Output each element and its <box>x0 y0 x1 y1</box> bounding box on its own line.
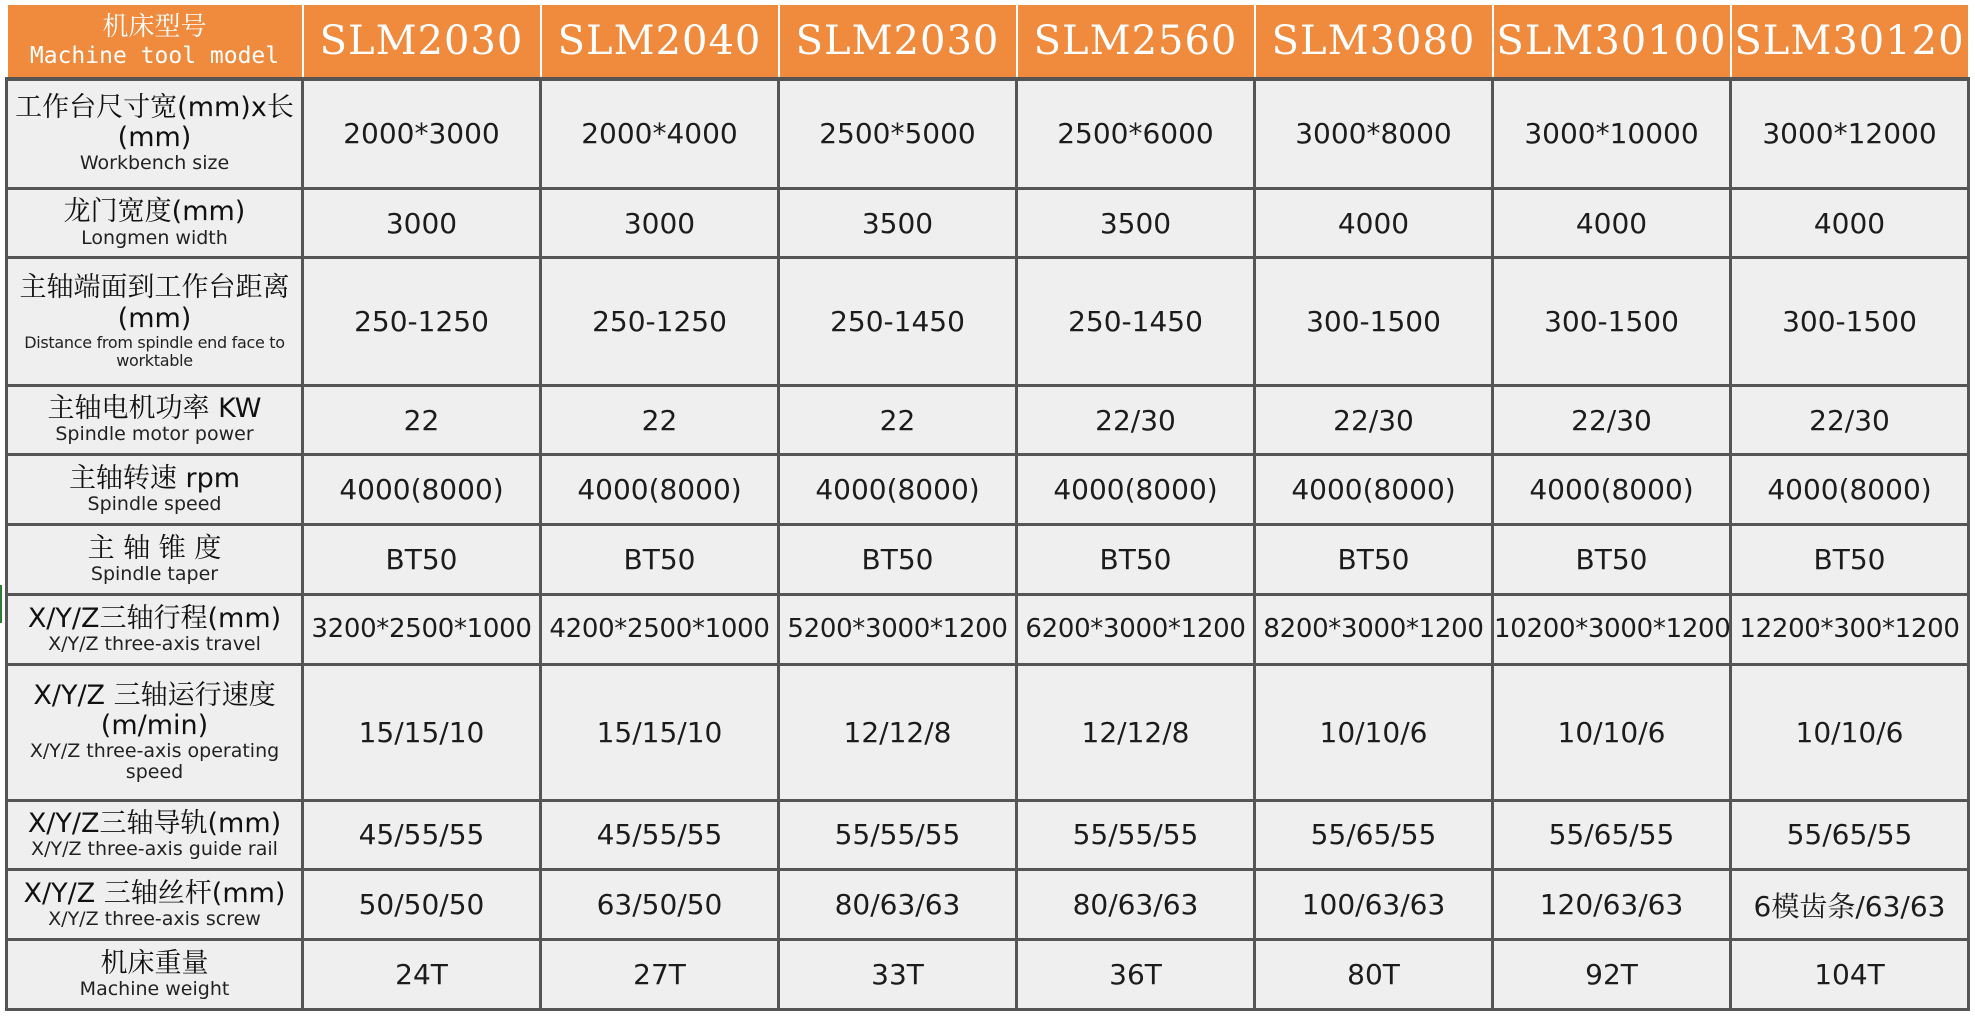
table-cell: 3000*12000 <box>1731 79 1969 188</box>
row-label <box>7 455 303 525</box>
model-header: SLM2030 <box>779 4 1017 79</box>
model-header-label <box>7 4 303 79</box>
table-cell: 2000*4000 <box>541 79 779 188</box>
left-edge-marker <box>0 585 2 623</box>
row-label-en: Machine weight <box>79 978 230 1001</box>
table-cell: 250-1450 <box>1017 258 1255 385</box>
machine-spec-table <box>5 3 1970 1011</box>
table-cell: 15/15/10 <box>541 664 779 800</box>
row-label <box>7 79 303 188</box>
table-cell: 55/65/55 <box>1493 800 1731 870</box>
table-cell: 6模齿条/63/63 <box>1731 870 1969 940</box>
row-label-cn: X/Y/Z三轴导轨(mm) <box>27 808 282 840</box>
spec-sheet <box>5 3 1970 1011</box>
table-cell: 63/50/50 <box>541 870 779 940</box>
table-row <box>7 525 1969 595</box>
table-cell: 300-1500 <box>1493 258 1731 385</box>
table-cell: 8200*3000*1200 <box>1255 595 1493 665</box>
table-cell: 104T <box>1731 940 1969 1010</box>
header-row <box>7 4 1969 79</box>
table-cell: 3000 <box>541 188 779 258</box>
table-cell: 3200*2500*1000 <box>303 595 541 665</box>
table-cell: 3000*10000 <box>1493 79 1731 188</box>
table-row <box>7 870 1969 940</box>
table-cell: BT50 <box>1017 525 1255 595</box>
row-label-cn: X/Y/Z三轴行程(mm) <box>27 602 282 634</box>
table-cell: 3000*8000 <box>1255 79 1493 188</box>
table-cell: 15/15/10 <box>303 664 541 800</box>
table-cell: 4000 <box>1493 188 1731 258</box>
model-header: SLM30100 <box>1493 4 1731 79</box>
table-cell: 80T <box>1255 940 1493 1010</box>
table-cell: 10/10/6 <box>1493 664 1731 800</box>
table-cell: 300-1500 <box>1255 258 1493 385</box>
table-cell: 22/30 <box>1493 385 1731 455</box>
table-row <box>7 258 1969 385</box>
table-row <box>7 79 1969 188</box>
table-row <box>7 800 1969 870</box>
row-label <box>7 525 303 595</box>
table-cell: 250-1250 <box>303 258 541 385</box>
table-cell: 22 <box>779 385 1017 455</box>
table-cell: 22 <box>303 385 541 455</box>
table-cell: 22/30 <box>1255 385 1493 455</box>
table-cell: 22/30 <box>1017 385 1255 455</box>
table-row <box>7 385 1969 455</box>
table-cell: 10/10/6 <box>1255 664 1493 800</box>
row-label-en: X/Y/Z three-axis screw <box>48 908 261 931</box>
table-cell: 3000 <box>303 188 541 258</box>
table-cell: 12/12/8 <box>1017 664 1255 800</box>
row-label-cn: 主 轴 锥 度 <box>87 532 222 564</box>
table-cell: 22/30 <box>1731 385 1969 455</box>
row-label-cn: 主轴端面到工作台距离(mm) <box>19 272 290 334</box>
table-cell: 55/55/55 <box>1017 800 1255 870</box>
row-label-en: Distance from spindle end face to worktable <box>24 332 285 370</box>
table-cell: 10/10/6 <box>1731 664 1969 800</box>
table-cell: 4000(8000) <box>1731 455 1969 525</box>
table-cell: 4000 <box>1731 188 1969 258</box>
table-cell: 80/63/63 <box>1017 870 1255 940</box>
table-row <box>7 188 1969 258</box>
model-header: SLM2040 <box>541 4 779 79</box>
table-row <box>7 595 1969 665</box>
model-header: SLM30120 <box>1731 4 1969 79</box>
row-label <box>7 258 303 385</box>
table-cell: 55/55/55 <box>779 800 1017 870</box>
row-label <box>7 188 303 258</box>
table-cell: 250-1250 <box>541 258 779 385</box>
table-cell: 5200*3000*1200 <box>779 595 1017 665</box>
table-cell: 4000(8000) <box>1017 455 1255 525</box>
row-label <box>7 595 303 665</box>
model-header-en: Machine tool model <box>29 42 280 69</box>
table-cell: 10200*3000*1200 <box>1493 595 1731 665</box>
row-label-en: Spindle motor power <box>55 423 254 446</box>
table-cell: 22 <box>541 385 779 455</box>
row-label-cn: 主轴电机功率 KW <box>47 393 262 425</box>
row-label-en: X/Y/Z three-axis operating speed <box>29 740 280 784</box>
table-cell: 300-1500 <box>1731 258 1969 385</box>
table-row <box>7 940 1969 1010</box>
row-label-en: X/Y/Z three-axis guide rail <box>31 838 278 861</box>
table-cell: 2000*3000 <box>303 79 541 188</box>
table-cell: 250-1450 <box>779 258 1017 385</box>
table-cell: BT50 <box>1493 525 1731 595</box>
model-header: SLM3080 <box>1255 4 1493 79</box>
row-label <box>7 800 303 870</box>
table-row <box>7 455 1969 525</box>
table-cell: BT50 <box>779 525 1017 595</box>
model-header: SLM2560 <box>1017 4 1255 79</box>
table-cell: 55/65/55 <box>1255 800 1493 870</box>
table-cell: 50/50/50 <box>303 870 541 940</box>
row-label-cn: X/Y/Z 三轴运行速度(m/min) <box>33 679 276 741</box>
table-cell: 92T <box>1493 940 1731 1010</box>
row-label-cn: X/Y/Z 三轴丝杆(mm) <box>23 877 286 909</box>
row-label-en: X/Y/Z three-axis travel <box>48 632 261 655</box>
table-cell: 100/63/63 <box>1255 870 1493 940</box>
row-label-cn: 主轴转速 rpm <box>68 463 241 495</box>
table-cell: 3500 <box>1017 188 1255 258</box>
table-cell: BT50 <box>303 525 541 595</box>
table-cell: 55/65/55 <box>1731 800 1969 870</box>
table-cell: 45/55/55 <box>541 800 779 870</box>
table-cell: 27T <box>541 940 779 1010</box>
row-label-en: Workbench size <box>79 152 230 175</box>
row-label-cn: 工作台尺寸宽(mm)x长(mm) <box>15 91 294 154</box>
table-cell: 4000(8000) <box>779 455 1017 525</box>
table-cell: 2500*5000 <box>779 79 1017 188</box>
table-cell: 4000(8000) <box>303 455 541 525</box>
table-cell: 3500 <box>779 188 1017 258</box>
table-cell: 45/55/55 <box>303 800 541 870</box>
row-label-en: Spindle speed <box>87 493 222 516</box>
row-label <box>7 870 303 940</box>
table-cell: 6200*3000*1200 <box>1017 595 1255 665</box>
table-cell: BT50 <box>1255 525 1493 595</box>
row-label-en: Spindle taper <box>90 563 219 586</box>
row-label <box>7 664 303 800</box>
table-cell: 36T <box>1017 940 1255 1010</box>
table-cell: 120/63/63 <box>1493 870 1731 940</box>
table-row <box>7 664 1969 800</box>
table-cell: 4000(8000) <box>541 455 779 525</box>
table-cell: 80/63/63 <box>779 870 1017 940</box>
table-cell: 2500*6000 <box>1017 79 1255 188</box>
table-cell: BT50 <box>541 525 779 595</box>
table-cell: 4000(8000) <box>1255 455 1493 525</box>
row-label <box>7 940 303 1010</box>
table-cell: 4000 <box>1255 188 1493 258</box>
model-header: SLM2030 <box>303 4 541 79</box>
table-cell: 24T <box>303 940 541 1010</box>
model-header-cn: 机床型号 <box>102 11 207 42</box>
row-label-cn: 机床重量 <box>100 947 209 979</box>
table-cell: 33T <box>779 940 1017 1010</box>
table-cell: 4200*2500*1000 <box>541 595 779 665</box>
row-label-en: Longmen width <box>81 226 228 249</box>
table-cell: 12/12/8 <box>779 664 1017 800</box>
table-cell: BT50 <box>1731 525 1969 595</box>
table-cell: 12200*300*1200 <box>1731 595 1969 665</box>
row-label-cn: 龙门宽度(mm) <box>63 196 246 228</box>
row-label <box>7 385 303 455</box>
table-cell: 4000(8000) <box>1493 455 1731 525</box>
